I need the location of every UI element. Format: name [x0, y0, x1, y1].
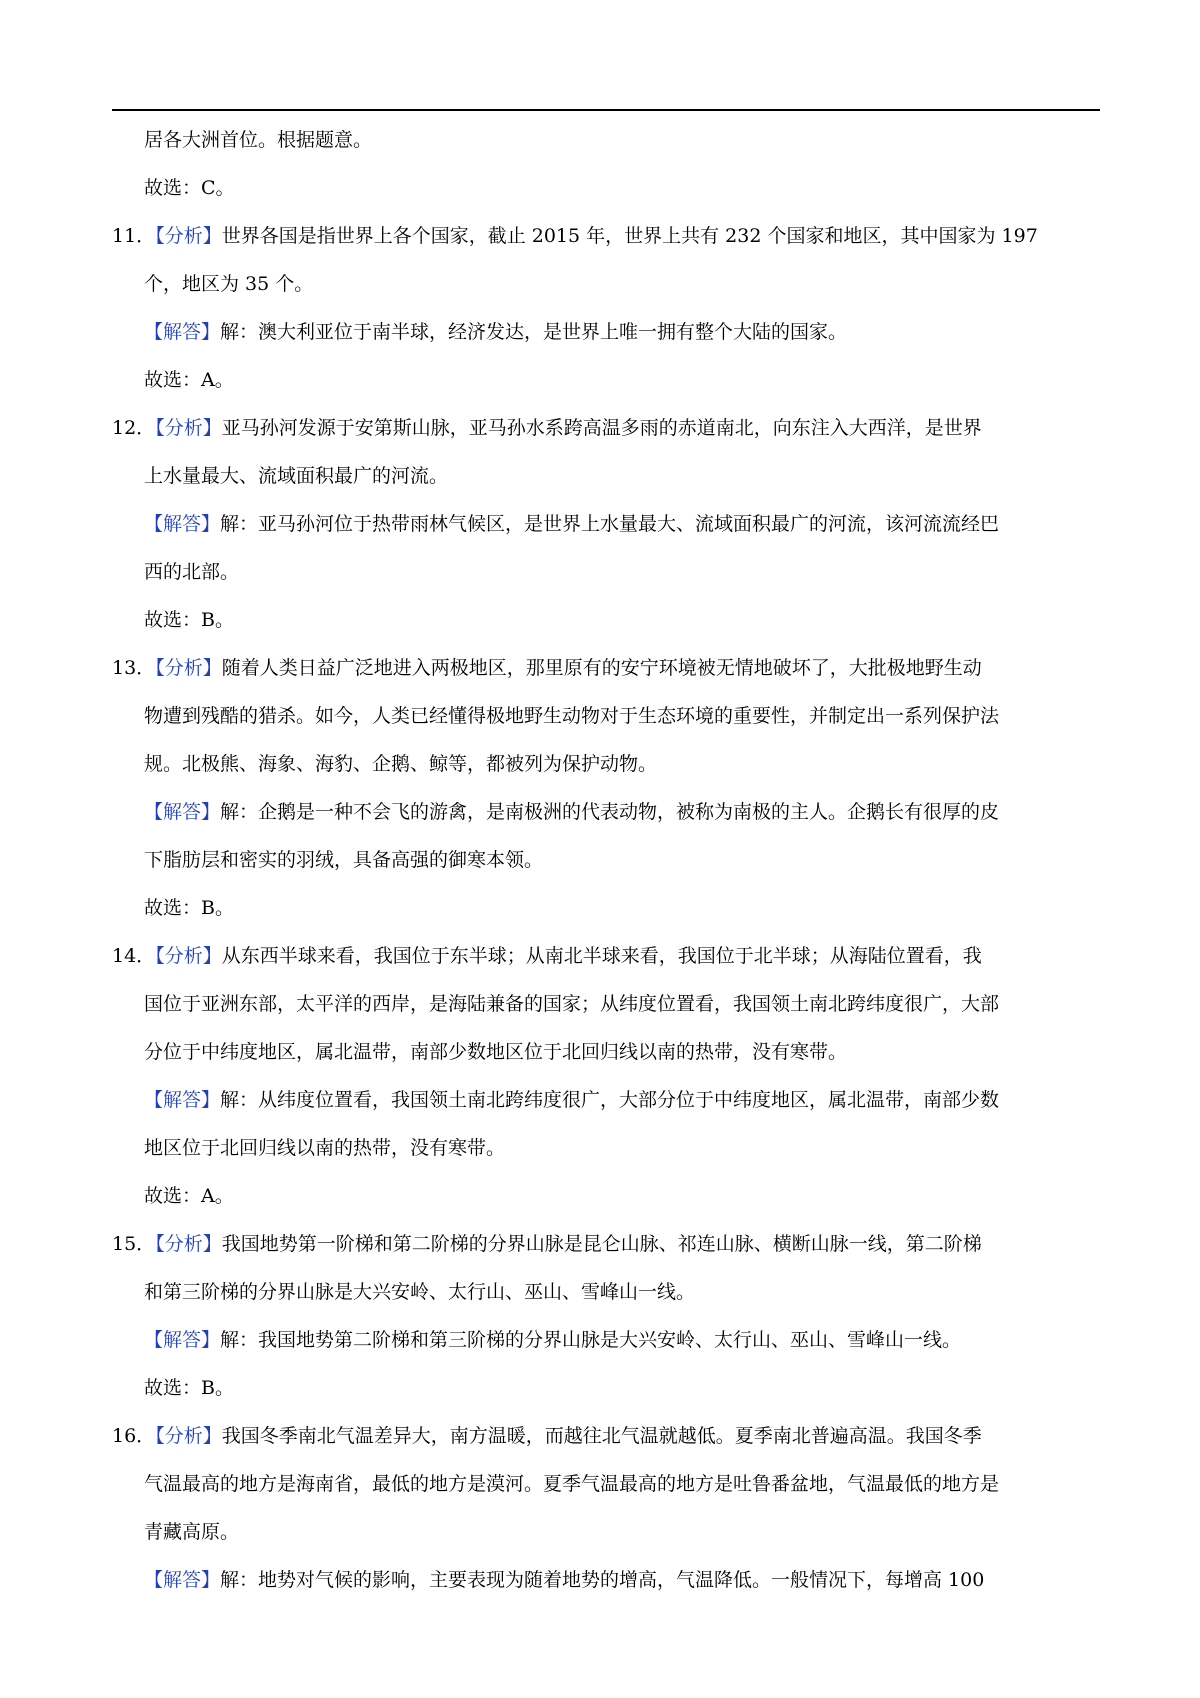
question-number: 14． [112, 945, 156, 967]
line-text: 青藏高原。 [144, 1521, 240, 1543]
answer-line [112, 1460, 1100, 1508]
answer-line [112, 164, 1100, 212]
line-text: 亚马孙河发源于安第斯山脉，亚马孙水系跨高温多雨的赤道南北，向东注入大西洋，是世界 [221, 417, 982, 439]
line-text: 解：企鹅是一种不会飞的游禽，是南极洲的代表动物，被称为南极的主人。企鹅长有很厚的皮 [220, 801, 1000, 823]
line-text: 和第三阶梯的分界山脉是大兴安岭、太行山、巫山、雪峰山一线。 [144, 1281, 696, 1303]
line-text: 我国冬季南北气温差异大，南方温暖，而越往北气温就越低。夏季南北普遍高温。我国冬季 [221, 1425, 982, 1447]
section-label: 【分析】 [155, 225, 222, 247]
line-text: 故选：A。 [144, 369, 234, 391]
answer-line [112, 116, 1100, 164]
line-text: 地区位于北回归线以南的热带，没有寒带。 [144, 1137, 506, 1159]
answer-line [112, 1364, 1100, 1412]
line-text: 个，地区为 35 个。 [144, 273, 314, 295]
answer-line [112, 980, 1100, 1028]
section-label: 【分析】 [155, 417, 222, 439]
answer-line [112, 836, 1100, 884]
line-text: 解：我国地势第二阶梯和第三阶梯的分界山脉是大兴安岭、太行山、巫山、雪峰山一线。 [220, 1329, 962, 1351]
section-label: 【解答】 [144, 801, 221, 823]
line-text: 气温最高的地方是海南省，最低的地方是漠河。夏季气温最高的地方是吐鲁番盆地，气温最低的地方是 [144, 1473, 1000, 1495]
section-label: 【分析】 [155, 1233, 222, 1255]
answer-line-labeled [112, 404, 1100, 452]
line-text: 世界各国是指世界上各个国家，截止 2015 年，世界上共有 232 个国家和地区，其中国家为 197 [221, 225, 1038, 247]
line-text: 故选：B。 [144, 897, 234, 919]
line-text: 西的北部。 [144, 561, 240, 583]
line-text: 解：澳大利亚位于南半球，经济发达，是世界上唯一拥有整个大陆的国家。 [220, 321, 848, 343]
question-number: 15． [112, 1233, 156, 1255]
answer-line-labeled [112, 1316, 1100, 1364]
header-rule [112, 109, 1100, 111]
question-number: 12． [112, 417, 156, 439]
answer-line-labeled [112, 1076, 1100, 1124]
question-number: 13． [112, 657, 156, 679]
line-text: 物遭到残酷的猎杀。如今，人类已经懂得极地野生动物对于生态环境的重要性，并制定出一系列保护法 [144, 705, 1000, 727]
answer-text-body [112, 116, 1100, 1604]
answer-line [112, 452, 1100, 500]
section-label: 【分析】 [155, 945, 222, 967]
answer-line-labeled [112, 1556, 1100, 1604]
answer-line [112, 740, 1100, 788]
line-text: 居各大洲首位。根据题意。 [144, 129, 373, 151]
answer-line-labeled [112, 1220, 1100, 1268]
answer-line [112, 1268, 1100, 1316]
line-text: 随着人类日益广泛地进入两极地区，那里原有的安宁环境被无情地破坏了，大批极地野生动 [221, 657, 982, 679]
section-label: 【解答】 [144, 321, 221, 343]
answer-line [112, 884, 1100, 932]
answer-line-labeled [112, 788, 1100, 836]
question-number: 16． [112, 1425, 156, 1447]
answer-line [112, 596, 1100, 644]
section-label: 【分析】 [155, 657, 222, 679]
line-text: 从东西半球来看，我国位于东半球；从南北半球来看，我国位于北半球；从海陆位置看，我 [221, 945, 982, 967]
answer-line-labeled [112, 1412, 1100, 1460]
section-label: 【解答】 [144, 513, 221, 535]
line-text: 上水量最大、流域面积最广的河流。 [144, 465, 449, 487]
answer-line [112, 1028, 1100, 1076]
section-label: 【解答】 [144, 1569, 221, 1591]
line-text: 故选：C。 [144, 177, 235, 199]
section-label: 【解答】 [144, 1329, 221, 1351]
answer-line-labeled [112, 500, 1100, 548]
line-text: 故选：B。 [144, 609, 234, 631]
line-text: 解：亚马孙河位于热带雨林气候区，是世界上水量最大、流域面积最广的河流，该河流流经巴 [220, 513, 1000, 535]
answer-line-labeled [112, 308, 1100, 356]
line-text: 下脂肪层和密实的羽绒，具备高强的御寒本领。 [144, 849, 544, 871]
answer-line-labeled [112, 932, 1100, 980]
line-text: 国位于亚洲东部，太平洋的西岸，是海陆兼备的国家；从纬度位置看，我国领土南北跨纬度很广，大部 [144, 993, 1000, 1015]
answer-line [112, 1508, 1100, 1556]
line-text: 故选：A。 [144, 1185, 234, 1207]
line-text: 我国地势第一阶梯和第二阶梯的分界山脉是昆仑山脉、祁连山脉、横断山脉一线，第二阶梯 [221, 1233, 982, 1255]
answer-line-labeled [112, 644, 1100, 692]
answer-line [112, 1172, 1100, 1220]
line-text: 故选：B。 [144, 1377, 234, 1399]
answer-line-labeled [112, 212, 1100, 260]
answer-line [112, 548, 1100, 596]
answer-line [112, 260, 1100, 308]
answer-line [112, 692, 1100, 740]
line-text: 解：地势对气候的影响，主要表现为随着地势的增高，气温降低。一般情况下，每增高 100 [220, 1569, 985, 1591]
question-number: 11． [112, 225, 156, 247]
answer-line [112, 356, 1100, 404]
line-text: 解：从纬度位置看，我国领土南北跨纬度很广，大部分位于中纬度地区，属北温带，南部少数 [220, 1089, 1000, 1111]
section-label: 【解答】 [144, 1089, 221, 1111]
line-text: 规。北极熊、海象、海豹、企鹅、鲸等，都被列为保护动物。 [144, 753, 658, 775]
answer-line [112, 1124, 1100, 1172]
line-text: 分位于中纬度地区，属北温带，南部少数地区位于北回归线以南的热带，没有寒带。 [144, 1041, 848, 1063]
section-label: 【分析】 [155, 1425, 222, 1447]
